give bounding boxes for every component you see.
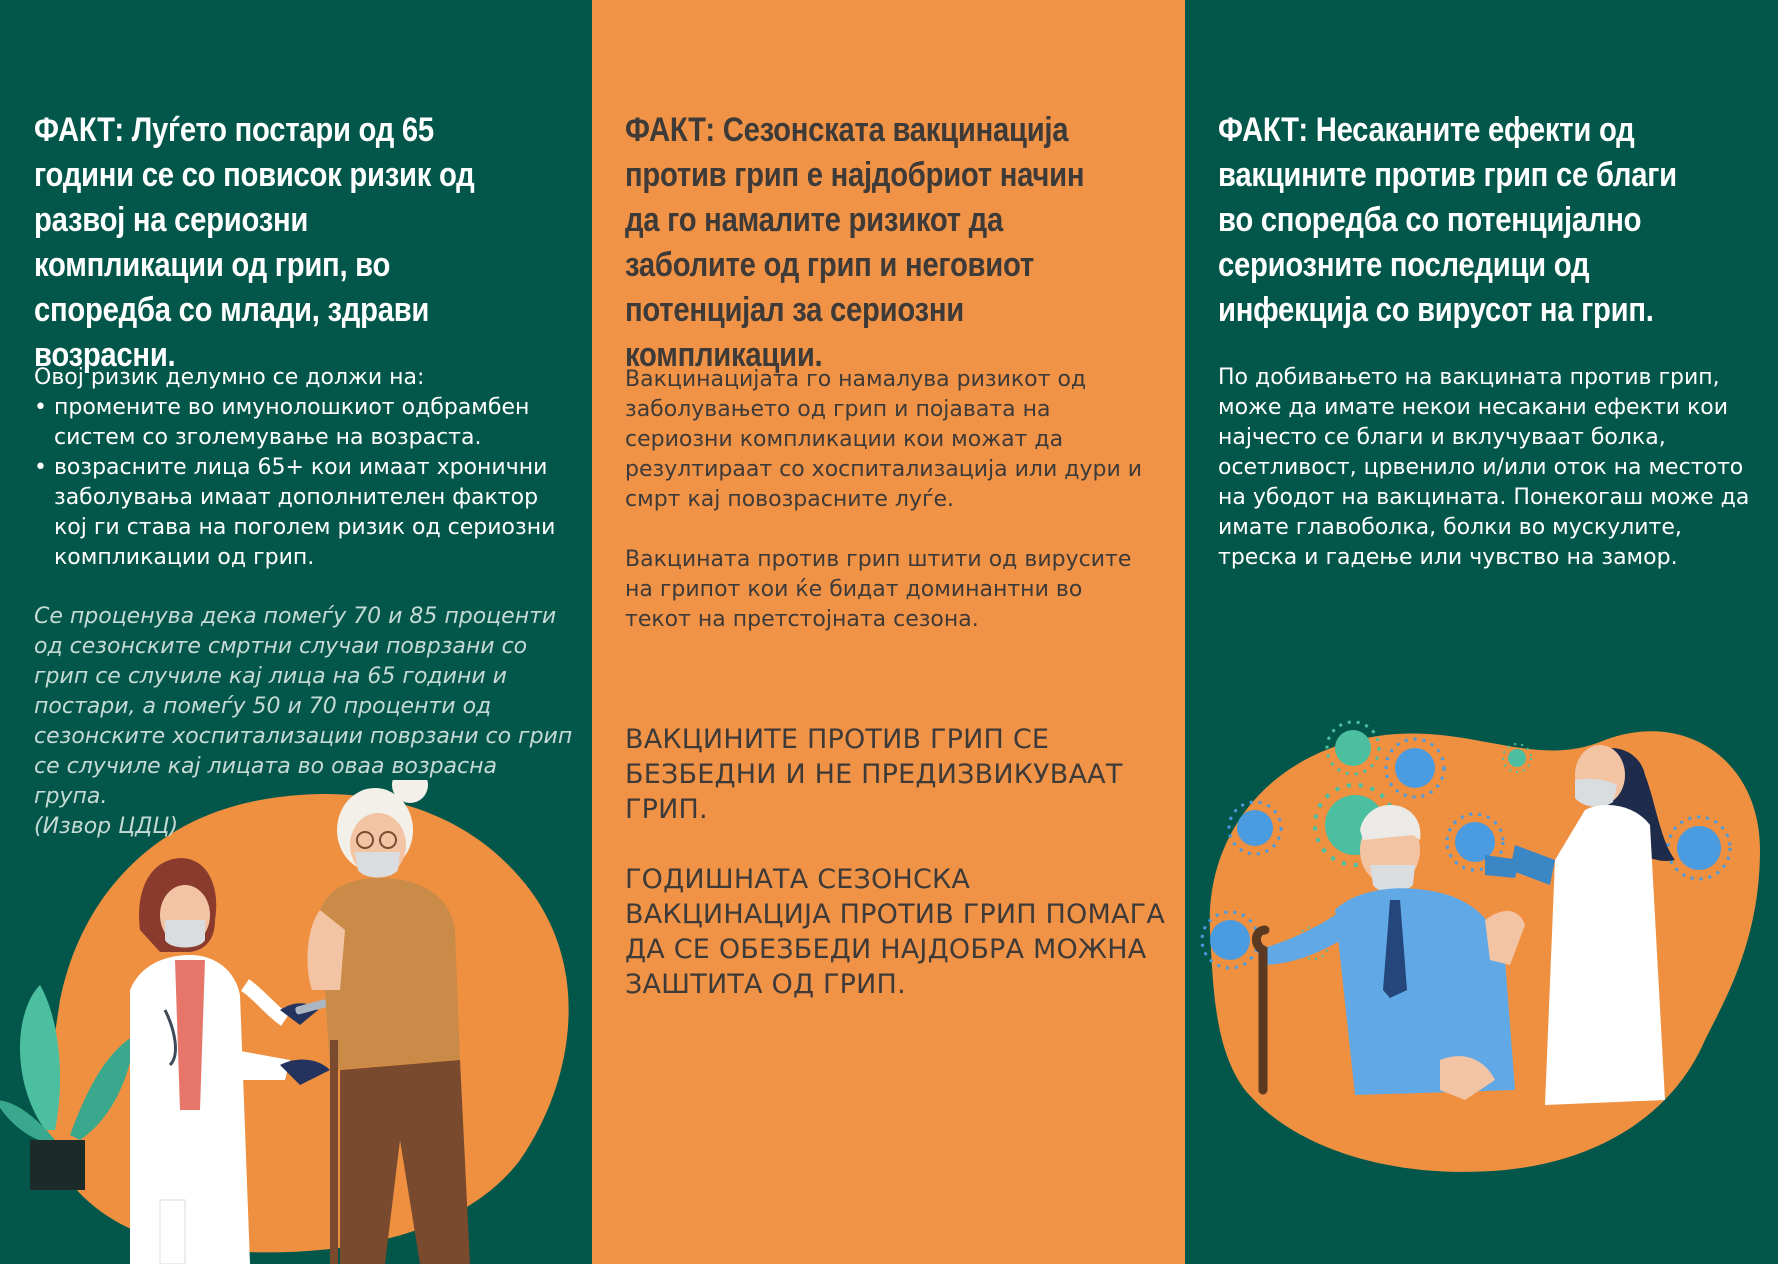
side-effects-explanation xyxy=(1218,363,1763,573)
fact-heading-3: ФАКТ: Несаканите ефекти од вакцините против грип се благи во споредба со потенцијално сериозните последици од инфекција со вирусот на грип. xyxy=(1218,111,1677,329)
fact-heading-1: ФАКТ: Луѓето постари од 65 години се со повисок ризик од развој на сериозни компликации од грип, во споредба со млади, здрави возрасни. xyxy=(34,111,475,374)
panel-right xyxy=(1185,0,1778,1264)
panel-left xyxy=(0,0,592,1264)
statistics-text: Се проценува дека помеѓу 70 и 85 проценти од сезонските смртни случаи поврзани со грип се случиле кај лица на 65 години и постари, а помеѓу 50 и 70 проценти од сезонските хоспитализации поврзани со грип се случиле кај лицата во оваа возрасна група. xyxy=(34,604,573,809)
statistics-note xyxy=(34,602,574,842)
risk-explanation xyxy=(34,363,574,573)
annual-vaccination-statement: ГОДИШНАТА СЕЗОНСКА ВАКЦИНАЦИЈА ПРОТИВ ГРИП ПОМАГА ДА СЕ ОБЕЗБЕДИ НАЈДОБРА МОЖНА ЗАШТИТА ОД ГРИП. xyxy=(625,864,1165,1000)
panel-middle xyxy=(592,0,1185,1264)
vaccination-benefits xyxy=(625,365,1145,635)
benefits-paragraph-2: Вакцината против грип штити од вирусите на грипот кои ќе бидат доминантни во текот на претстојната сезона. xyxy=(625,547,1132,632)
benefits-paragraph-1: Вакцинацијата го намалува ризикот од заболувањето од грип и појавата на сериозни компликации кои можат да резултираат со хоспитализација или дури и смрт кај повозрасните луѓе. xyxy=(625,367,1143,512)
vaccination-elderly-man-illustration xyxy=(1185,700,1778,1200)
bullet-item-1: • промените во имунолошкиот одбрамбен систем со зголемување на возраста. xyxy=(34,395,530,450)
source-citation: (Извор ЦДЦ) xyxy=(34,814,179,839)
safety-statement: ВАКЦИНИТЕ ПРОТИВ ГРИП СЕ БЕЗБЕДНИ И НЕ ПРЕДИЗВИКУВААТ ГРИП. xyxy=(625,724,1123,825)
side-effects-paragraph: По добивањето на вакцината против грип, може да имате некои несакани ефекти кои најчесто се благи и вклучуваат болка, осетливост, црвенило и/или оток на местото на убодот на вакцината. Понекогаш може да имате главоболка, болки во мускулите, треска и гадење или чувство на замор. xyxy=(1218,365,1750,570)
fact-heading-2: ФАКТ: Сезонската вакцинација против грип е најдобриот начин да го намалите ризикот да заболите од грип и неговиот потенцијал за сериозни компликации. xyxy=(625,111,1085,374)
risk-intro: Овој ризик делумно се должи на: xyxy=(34,365,425,390)
vaccination-elderly-woman-illustration xyxy=(0,780,592,1264)
bullet-item-2: • возрасните лица 65+ кои имаат хронични заболувања имаат дополнителен фактор кој ги става на поголем ризик од сериозни компликации од грип. xyxy=(34,455,556,570)
